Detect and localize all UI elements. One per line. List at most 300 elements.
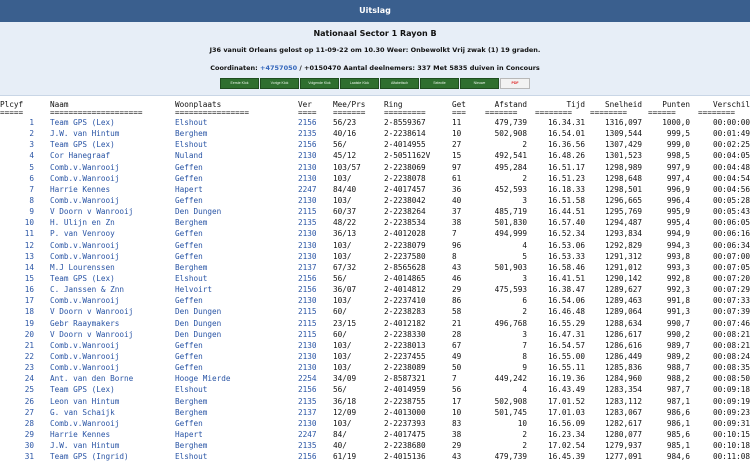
header-verschil: Verschil [712,100,750,109]
cell-club[interactable]: 2130 [298,162,317,172]
cell-marked: 43 [452,262,462,272]
cell-marked: 96 [452,240,462,250]
cell-name[interactable]: V Doorn v Wanrooij [50,307,134,317]
cell-place[interactable]: 18 [24,307,34,317]
cell-city[interactable]: Geffen [175,351,203,361]
cell-place[interactable]: 20 [24,329,34,339]
table-row [0,373,750,384]
cell-entries: 103/ [333,251,352,261]
cell-speed: 1283,112 [604,396,642,406]
cell-marked: 43 [452,452,462,462]
cell-difference: 00:06:34 [712,240,750,250]
cell-distance: 3 [522,195,527,205]
cell-speed: 1307,429 [604,140,642,150]
cell-time: 16.48.26 [547,151,585,161]
cell-speed: 1283,067 [604,407,642,417]
cell-points: 994,3 [666,240,690,250]
pdf-button[interactable]: PDF [500,78,530,89]
first-clock-button[interactable]: Eerste Klok [220,78,259,89]
cell-marked: 28 [452,329,462,339]
cell-time: 16.51.58 [547,195,585,205]
cell-club[interactable]: 2156 [298,118,317,127]
cell-city[interactable]: Geffen [175,195,203,205]
cell-points: 985,6 [666,429,690,439]
table-row [0,451,750,462]
cell-place[interactable]: 27 [24,407,34,417]
cell-difference: 00:10:18 [712,441,750,451]
table-row [0,318,750,329]
cell-speed: 1289,463 [604,296,642,306]
cell-name[interactable]: Gebr Raaymakers [50,318,120,328]
cell-city[interactable]: Geffen [175,173,203,183]
nav-toolbar [0,78,750,89]
cell-marked: 58 [452,307,462,317]
cell-city[interactable]: Geffen [175,363,203,373]
cell-time: 16.53.33 [547,251,585,261]
cell-club[interactable]: 2156 [298,452,317,462]
cell-place[interactable]: 19 [24,318,34,328]
cell-name[interactable]: Comb.v.Wanrooij [50,296,120,306]
cell-points: 989,2 [666,351,690,361]
cell-club[interactable]: 2130 [298,351,317,361]
table-row [0,440,750,451]
cell-entries: 34/09 [333,374,357,384]
race-coordinates [0,54,750,72]
new-button[interactable]: Nieuwe [460,78,499,89]
cell-marked: 8 [452,251,457,261]
cell-marked: 38 [452,218,462,228]
table-row [0,217,750,228]
cell-place[interactable]: 1 [29,118,34,127]
cell-name[interactable]: Harrie Kennes [50,184,111,194]
table-row [0,162,750,173]
cell-time: 16.56.09 [547,418,585,428]
cell-entries: 45/12 [333,151,357,161]
header-get: Get [452,100,466,109]
cell-club[interactable]: 2130 [298,296,317,306]
cell-marked: 83 [452,418,462,428]
cell-time: 16.43.49 [547,385,585,395]
cell-difference: 00:07:05 [712,262,750,272]
cell-city[interactable]: Elshout [175,385,208,395]
table-row [0,184,750,195]
cell-place[interactable]: 2 [29,129,34,139]
table-row [0,407,750,418]
cell-entries: 48/22 [333,218,357,228]
cell-ring: 2-2237410 [384,296,426,306]
cell-city[interactable]: Den Dungen [175,307,222,317]
cell-place[interactable]: 31 [24,452,34,462]
cell-time: 16.23.34 [547,429,585,439]
cell-difference: 00:04:05 [712,151,750,161]
cell-ring: 2-8587321 [384,374,426,384]
cell-name[interactable]: Comb.v.Wanrooij [50,340,120,350]
cell-time: 16.53.06 [547,240,585,250]
cell-entries: 56/23 [333,118,357,127]
cell-distance: 4 [522,240,527,250]
cell-time: 17.01.52 [547,396,585,406]
cell-entries: 103/ [333,296,352,306]
cell-club[interactable]: 2156 [298,385,317,395]
table-row [0,429,750,440]
cell-difference: 00:09:31 [712,418,750,428]
cell-name[interactable]: Leon van Hintum [50,396,120,406]
cell-marked: 56 [452,385,462,395]
cell-name[interactable]: H. Ulijn en Zn [50,218,115,228]
cell-points: 995,4 [666,218,690,228]
cell-club[interactable]: 2115 [298,307,317,317]
cell-distance: 3 [522,273,527,283]
cell-difference: 00:04:56 [712,184,750,194]
cell-name[interactable]: Comb.v.Wanrooij [50,240,120,250]
cell-difference: 00:07:46 [712,318,750,328]
cell-entries: 103/ [333,195,352,205]
cell-club[interactable]: 2115 [298,329,317,339]
next-clock-button[interactable]: Volgende Klok [300,78,339,89]
cell-place[interactable]: 8 [29,195,34,205]
cell-entries: 56/ [333,273,347,283]
cell-club[interactable]: 2130 [298,340,317,350]
cell-time: 16.52.34 [547,229,585,239]
page-title: Uitslag [359,6,391,15]
cell-ring: 2-2238078 [384,173,426,183]
cell-speed: 1298,501 [604,184,642,194]
cell-city[interactable]: Den Dungen [175,207,222,217]
cell-name[interactable]: Harrie Kennes [50,429,111,439]
cell-place[interactable]: 21 [24,340,34,350]
header-ring: Ring [384,100,403,109]
cell-distance: 3 [522,329,527,339]
cell-ring: 2-4014812 [384,285,426,295]
cell-speed: 1286,616 [604,340,642,350]
cell-name[interactable]: J.W. van Hintum [50,129,120,139]
cell-club[interactable]: 2254 [298,374,317,384]
cell-place[interactable]: 10 [24,218,34,228]
cell-club[interactable]: 2137 [298,262,317,272]
cell-speed: 1294,487 [604,218,642,228]
table-row [0,240,750,251]
cell-entries: 103/ [333,340,352,350]
cell-entries: 103/ [333,351,352,361]
cell-place[interactable]: 25 [24,385,34,395]
cell-club[interactable]: 2135 [298,129,317,139]
cell-city[interactable]: Geffen [175,340,203,350]
cell-city[interactable]: Berghem [175,407,208,417]
cell-place[interactable]: 26 [24,396,34,406]
cell-place[interactable]: 12 [24,240,34,250]
cell-name[interactable]: V Doorn v Wanrooij [50,329,134,339]
cell-ring: 2-2237580 [384,251,426,261]
cell-distance: 479,739 [494,452,527,462]
cell-place[interactable]: 5 [29,162,34,172]
cell-city[interactable]: Berghem [175,396,208,406]
cell-time: 16.51.17 [547,162,585,172]
cell-points: 991,3 [666,307,690,317]
cell-city[interactable]: Elshout [175,140,208,150]
cell-name[interactable]: Cor Hanegraaf [50,151,111,161]
cell-place[interactable]: 24 [24,374,34,384]
cell-difference: 00:04:48 [712,162,750,172]
cell-club[interactable]: 2156 [298,273,317,283]
cell-name[interactable]: Team GPS (Lex) [50,118,115,127]
cell-club[interactable]: 2115 [298,318,317,328]
cell-distance: 502,908 [494,129,527,139]
cell-place[interactable]: 13 [24,251,34,261]
cell-entries: 61/19 [333,452,357,462]
cell-time: 16.38.47 [547,285,585,295]
table-row [0,150,750,161]
header-snelheid: Snelheid [604,100,642,109]
cell-name[interactable]: Comb.v.Wanrooij [50,251,120,261]
cell-name[interactable]: Comb.v.Wanrooij [50,351,120,361]
cell-city[interactable]: Den Dungen [175,329,222,339]
cell-name[interactable]: G. van Schaijk [50,407,115,417]
cell-name[interactable]: Team GPS (Lex) [50,140,115,150]
cell-marked: 40 [452,195,462,205]
cell-club[interactable]: 2130 [298,151,317,161]
last-clock-button[interactable]: Laatste Klok [340,78,379,89]
top-bar [0,0,750,22]
cell-club[interactable]: 2156 [298,140,317,150]
cell-club[interactable]: 2130 [298,195,317,205]
cell-place[interactable]: 30 [24,441,34,451]
header-separator: ===== ==================== ================ ==== ======= ========= === ======= ======== ======== ====== ======== [0,108,736,117]
cell-place[interactable]: 11 [24,229,34,239]
cell-city[interactable]: Nuland [175,151,203,161]
cell-points: 987,7 [666,385,690,395]
results-table [0,100,750,462]
cell-marked: 7 [452,229,457,239]
cell-time: 16.18.33 [547,184,585,194]
cell-place[interactable]: 17 [24,296,34,306]
cell-place[interactable]: 29 [24,429,34,439]
cell-ring: 2-2238330 [384,329,426,339]
cell-club[interactable]: 2156 [298,285,317,295]
cell-club[interactable]: 2115 [298,207,317,217]
cell-ring: 2-2238264 [384,207,426,217]
cell-speed: 1293,834 [604,229,642,239]
cell-ring: 2-4013000 [384,407,426,417]
cell-name[interactable]: C. Janssen & Znn [50,285,125,295]
previous-clock-button[interactable]: Vorige Klok [260,78,299,89]
cell-time: 17.02.54 [547,441,585,451]
cell-city[interactable]: Geffen [175,251,203,261]
cell-club[interactable]: 2130 [298,173,317,183]
cell-place[interactable]: 22 [24,351,34,361]
cell-name[interactable]: Comb.v.Wanrooij [50,162,120,172]
cell-marked: 10 [452,129,462,139]
cell-time: 16.54.57 [547,340,585,350]
table-row [0,139,750,150]
cell-city[interactable]: Hooge Mierde [175,374,231,384]
cell-place[interactable]: 15 [24,273,34,283]
cell-name[interactable]: P. van Venrooy [50,229,115,239]
cell-place[interactable]: 14 [24,262,34,272]
cell-time: 16.55.29 [547,318,585,328]
cell-name[interactable]: V Doorn v Wanrooij [50,207,134,217]
cell-city[interactable]: Geffen [175,296,203,306]
cell-ring: 2-8559367 [384,118,426,127]
cell-ring: 2-4015136 [384,452,426,462]
cell-distance: 501,745 [494,407,527,417]
header-punten: Punten [662,100,690,109]
cell-distance: 2 [522,429,527,439]
cell-city[interactable]: Geffen [175,162,203,172]
cell-city[interactable]: Berghem [175,218,208,228]
header-mee-prs: Mee/Prs [333,100,366,109]
cell-difference: 00:05:28 [712,195,750,205]
cell-time: 17.01.03 [547,407,585,417]
cell-marked: 21 [452,318,462,328]
cell-club[interactable]: 2130 [298,229,317,239]
cell-points: 986,1 [666,418,690,428]
cell-marked: 37 [452,207,462,217]
cell-time: 16.45.39 [547,452,585,462]
cell-entries: 60/ [333,307,347,317]
cell-difference: 00:08:21 [712,340,750,350]
cell-ring: 2-4014955 [384,140,426,150]
cell-entries: 56/ [333,140,347,150]
cell-points: 999,0 [666,140,690,150]
cell-speed: 1283,354 [604,385,642,395]
race-title: Nationaal Sector 1 Rayon B [313,29,437,38]
cell-ring: 2-4017475 [384,429,426,439]
cell-entries: 103/ [333,363,352,373]
cell-difference: 00:05:43 [712,207,750,217]
cell-city[interactable]: Hapert [175,429,203,439]
cell-points: 996,4 [666,195,690,205]
cell-name[interactable]: Team GPS (Ingrid) [50,452,129,462]
cell-place[interactable]: 28 [24,418,34,428]
cell-ring: 2-2237455 [384,351,426,361]
cell-name[interactable]: Team GPS (Lex) [50,385,115,395]
cell-distance: 2 [522,441,527,451]
cell-name[interactable]: Ant. van den Borne [50,374,134,384]
cell-difference: 00:08:24 [712,351,750,361]
cell-club[interactable]: 2247 [298,184,317,194]
cell-city[interactable]: Hapert [175,184,203,194]
cell-distance: 492,541 [494,151,527,161]
cell-time: 16.34.31 [547,118,585,127]
cell-time: 16.41.51 [547,273,585,283]
cell-speed: 1289,064 [604,307,642,317]
cell-name[interactable]: J.W. van Hintum [50,441,120,451]
cell-club[interactable]: 2135 [298,396,317,406]
cell-points: 987,1 [666,396,690,406]
race-header [0,22,750,96]
cell-points: 990,7 [666,318,690,328]
cell-distance: 496,768 [494,318,527,328]
cell-club[interactable]: 2130 [298,363,317,373]
cell-club[interactable]: 2135 [298,218,317,228]
cell-city[interactable]: Helvoirt [175,285,213,295]
cell-difference: 00:10:15 [712,429,750,439]
cell-entries: 103/ [333,240,352,250]
cell-place[interactable]: 7 [29,184,34,194]
table-body [0,117,750,462]
cell-name[interactable]: Comb.v.Wanrooij [50,363,120,373]
table-row [0,418,750,429]
cell-club[interactable]: 2130 [298,251,317,261]
cell-difference: 00:07:39 [712,307,750,317]
cell-marked: 67 [452,340,462,350]
cell-city[interactable]: Geffen [175,229,203,239]
cell-city[interactable]: Den Dungen [175,318,222,328]
cell-city[interactable]: Berghem [175,129,208,139]
cell-speed: 1298,989 [604,162,642,172]
cell-place[interactable]: 9 [29,207,34,217]
cell-place[interactable]: 3 [29,140,34,150]
cell-marked: 97 [452,162,462,172]
race-subtitle: J36 vanuit Orleans gelost op 11-09-22 om 10.30 Weer: Onbewolkt Vrij zwak (1) 19 graden. [209,46,541,54]
cell-marked: 36 [452,184,462,194]
cell-city[interactable]: Elshout [175,118,208,127]
cell-distance: 449,242 [494,374,527,384]
cell-club[interactable]: 2137 [298,407,317,417]
table-row [0,329,750,340]
cell-entries: 84/ [333,429,347,439]
alphabetical-button[interactable]: Alfabetisch [380,78,419,89]
cell-speed: 1280,077 [604,429,642,439]
cell-city[interactable]: Elshout [175,273,208,283]
cell-name[interactable]: Comb.v.Wanrooij [50,173,120,183]
header-ver: Ver [298,100,312,109]
cell-club[interactable]: 2130 [298,240,317,250]
cell-name[interactable]: Comb.v.Wanrooij [50,418,120,428]
cell-club[interactable]: 2130 [298,418,317,428]
cell-difference: 00:07:20 [712,273,750,283]
cell-distance: 501,830 [494,218,527,228]
cell-points: 998,5 [666,151,690,161]
cell-marked: 46 [452,273,462,283]
cell-ring: 2-4017457 [384,184,426,194]
cell-ring: 2-2238042 [384,195,426,205]
table-row [0,228,750,239]
cell-time: 16.58.46 [547,262,585,272]
cell-city[interactable]: Berghem [175,262,208,272]
cell-club[interactable]: 2247 [298,429,317,439]
coord-label: Coordinaten: [210,64,261,72]
cell-difference: 00:01:49 [712,129,750,139]
cell-city[interactable]: Berghem [175,441,208,451]
table-row [0,195,750,206]
cell-ring: 2-2238755 [384,396,426,406]
cell-city[interactable]: Geffen [175,240,203,250]
cell-place[interactable]: 4 [29,151,34,161]
cell-difference: 00:07:29 [712,285,750,295]
cell-city[interactable]: Elshout [175,452,208,462]
cell-distance: 479,739 [494,118,527,127]
cell-club[interactable]: 2135 [298,441,317,451]
coord-link[interactable]: +4757050 [260,64,298,72]
cell-place[interactable]: 23 [24,363,34,373]
cell-place[interactable]: 6 [29,173,34,183]
cell-ring: 2-2238013 [384,340,426,350]
cell-time: 16.55.00 [547,351,585,361]
cell-city[interactable]: Geffen [175,418,203,428]
cell-points: 988,7 [666,363,690,373]
cell-ring: 2-2238614 [384,129,426,139]
cell-points: 997,9 [666,162,690,172]
table-row [0,251,750,262]
cell-name[interactable]: Comb.v.Wanrooij [50,195,120,205]
cell-name[interactable]: M.J Lourenssen [50,262,115,272]
cell-place[interactable]: 16 [24,285,34,295]
cell-points: 986,6 [666,407,690,417]
selection-button[interactable]: Selectie [420,78,459,89]
cell-name[interactable]: Team GPS (Lex) [50,273,115,283]
cell-distance: 475,593 [494,285,527,295]
